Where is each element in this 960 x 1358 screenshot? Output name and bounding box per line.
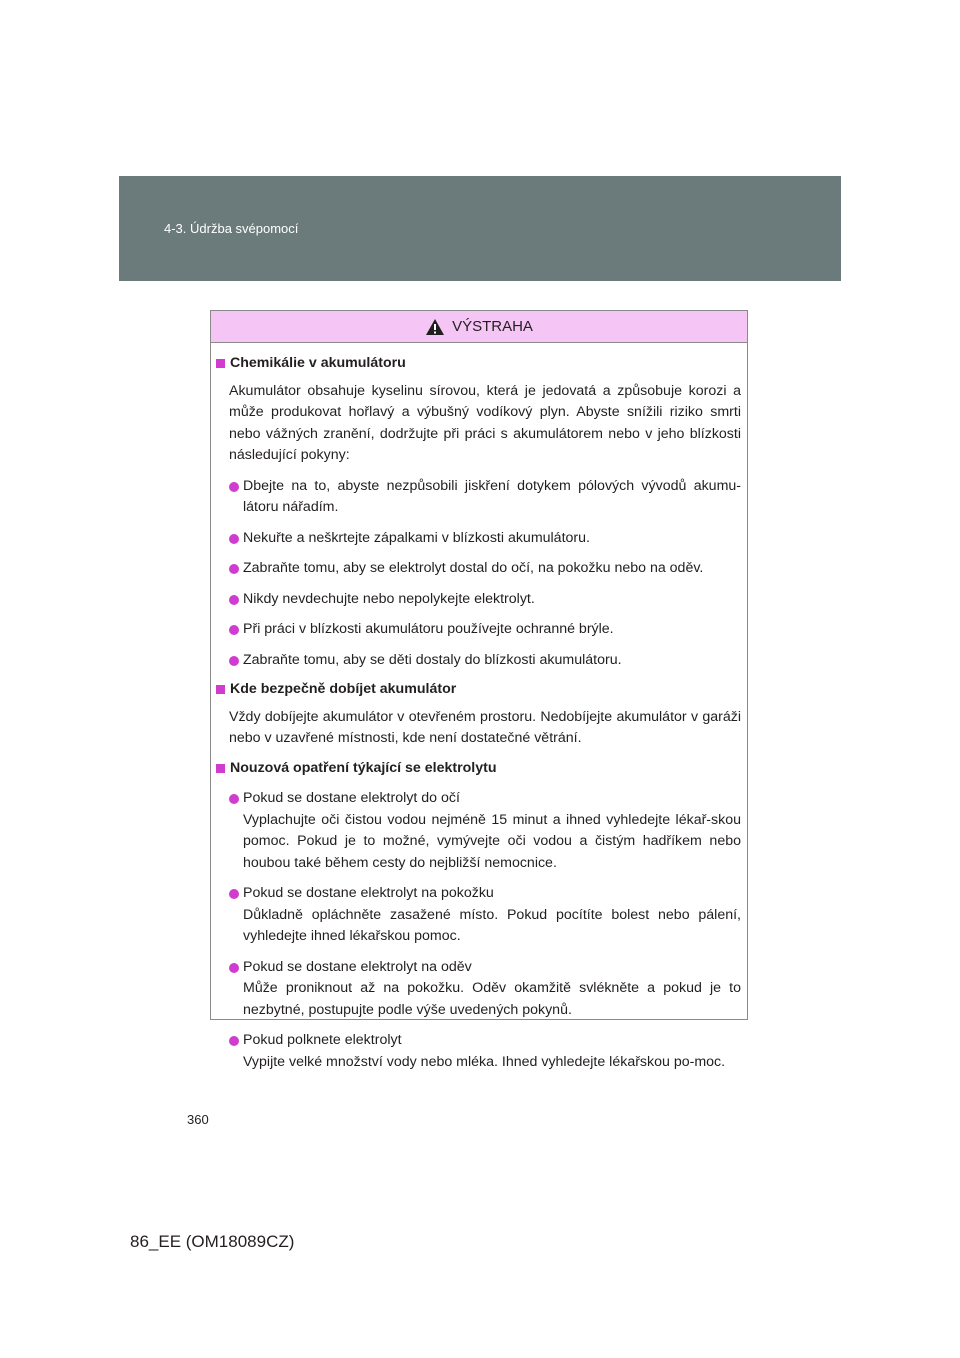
square-bullet-icon [216, 764, 225, 773]
section-title: 4-3. Údržba svépomocí [164, 221, 299, 236]
warning-box [210, 310, 748, 1070]
round-bullet-icon [229, 564, 239, 574]
section-heading: Chemikálie v akumulátoru [216, 353, 741, 375]
header-band [119, 176, 841, 281]
section-paragraph: Vždy dobíjejte akumulátor v otevřeném prostoru. Nedobíjejte akumulátor v garáži nebo v uzavřené místnosti, kde není dostatečné větrání. [229, 708, 741, 746]
round-bullet-icon [229, 963, 239, 973]
section-heading: Kde bezpečně dobíjet akumulátor [216, 679, 741, 701]
list-item: Pokud polknete elektrolyt Vypijte velké množství vody nebo mléka. Ihned vyhledejte lékařskou po-moc. [229, 1030, 741, 1073]
round-bullet-icon [229, 1036, 239, 1046]
warning-header [211, 311, 747, 343]
section-heading: Nouzová opatření týkající se elektrolytu [216, 758, 741, 780]
round-bullet-icon [229, 482, 239, 492]
page-number: 360 [187, 1112, 209, 1127]
list-item: Nikdy nevdechujte nebo nepolykejte elektrolyt. [229, 589, 741, 611]
round-bullet-icon [229, 794, 239, 804]
list-item: Zabraňte tomu, aby se děti dostaly do blízkosti akumulátoru. [229, 650, 741, 672]
list-item: Dbejte na to, abyste nezpůsobili jiskření dotykem pólových vývodů akumu-látoru nářadím. [229, 476, 741, 519]
list-item: Při práci v blízkosti akumulátoru používejte ochranné brýle. [229, 619, 741, 641]
round-bullet-icon [229, 889, 239, 899]
round-bullet-icon [229, 595, 239, 605]
list-item: Pokud se dostane elektrolyt na oděv Může proniknout až na pokožku. Oděv okamžitě svlékněte a pokud je to nezbytné, postupujte podle výše uvedených pokynů. [229, 957, 741, 1022]
list-item: Pokud se dostane elektrolyt do očí Vyplachujte oči čistou vodou nejméně 15 minut a ihned vyhledejte lékař-skou pomoc. Pokud je to možné, vymývejte oči vodou a čistým hadříkem nebo houbou také během cesty do nejbližší nemocnice. [229, 788, 741, 874]
list-item: Nekuřte a neškrtejte zápalkami v blízkosti akumulátoru. [229, 528, 741, 550]
square-bullet-icon [216, 685, 225, 694]
section-paragraph: Akumulátor obsahuje kyselinu sírovou, která je jedovatá a způsobuje korozi a může produkovat hořlavý a výbušný vodíkový plyn. Abyste snížili riziko smrti nebo vážných zranění, dodržujte při práci s akumulátorem nebo v jeho blízkosti následující pokyny: [229, 382, 741, 463]
list-item: Pokud se dostane elektrolyt na pokožku Důkladně opláchněte zasažené místo. Pokud pocítíte bolest nebo pálení, vyhledejte ihned lékařskou pomoc. [229, 883, 741, 948]
square-bullet-icon [216, 359, 225, 368]
warning-title: VÝSTRAHA [452, 318, 533, 335]
round-bullet-icon [229, 656, 239, 666]
round-bullet-icon [229, 625, 239, 635]
warning-body [211, 343, 747, 1073]
document-code: 86_EE (OM18089CZ) [130, 1232, 295, 1251]
round-bullet-icon [229, 534, 239, 544]
warning-triangle-icon [425, 318, 445, 336]
list-item: Zabraňte tomu, aby se elektrolyt dostal do očí, na pokožku nebo na oděv. [229, 558, 741, 580]
